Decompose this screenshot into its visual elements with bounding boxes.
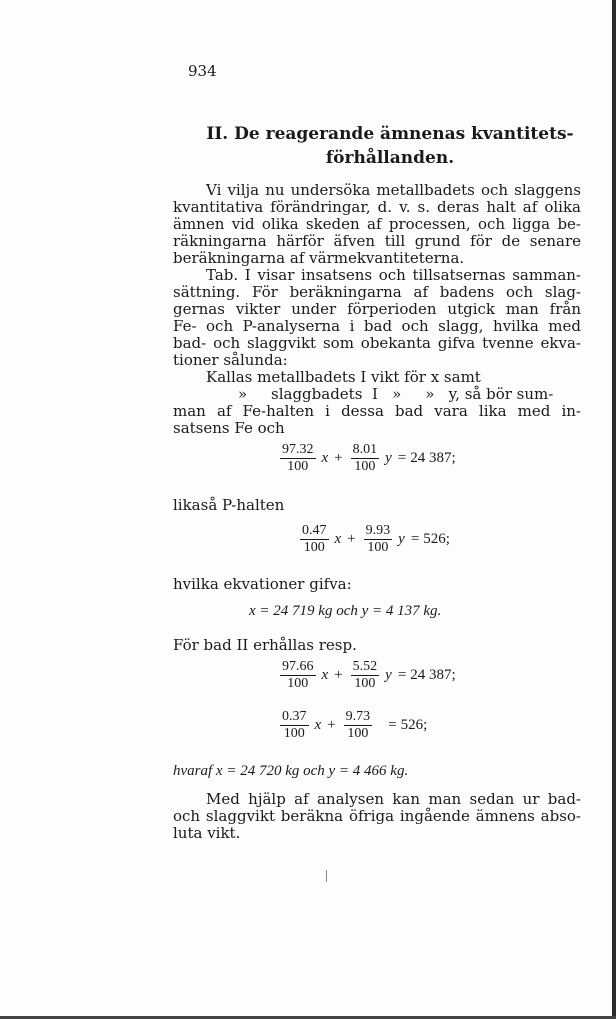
definition-line-2: » slaggbadets I » » y, så bör sum- xyxy=(238,385,554,403)
variable-y: y xyxy=(385,450,392,466)
paragraph-2-line: sättning. För beräkningarna af badens och slag- xyxy=(173,283,581,301)
print-mark xyxy=(326,870,327,882)
fraction xyxy=(280,442,316,475)
equation-fe-bad-2 xyxy=(276,659,456,692)
equals-sign: = xyxy=(397,450,407,466)
paragraph-2-line: bad- och slaggvikt som obekanta gifva tvenne ekva- xyxy=(173,334,581,352)
equals-sign: = xyxy=(410,531,420,547)
numerator: 97.32 xyxy=(282,442,314,457)
paragraph-2-line: tioner sålunda: xyxy=(173,351,288,369)
page-edge-right xyxy=(612,0,616,1019)
paragraph-1-line: Vi vilja nu undersöka metallbadets och slaggens xyxy=(206,181,581,199)
fraction xyxy=(351,442,380,475)
numerator: 0.47 xyxy=(302,523,327,538)
equation-rhs: 24 387; xyxy=(410,450,456,466)
paragraph-2-line: Fe- och P-analyserna i bad och slagg, hvilka med xyxy=(173,317,581,335)
denominator: 100 xyxy=(287,459,309,474)
equation-p-bad-2 xyxy=(276,709,427,742)
section-heading-line-2: förhållanden. xyxy=(325,148,455,168)
fraction xyxy=(300,523,329,556)
denominator: 100 xyxy=(354,459,376,474)
plus-sign: + xyxy=(347,531,356,547)
paragraph-2-line: gernas vikter under förperioden utgick man från xyxy=(173,300,581,318)
numerator: 9.73 xyxy=(345,709,371,724)
numerator: 9.93 xyxy=(365,523,391,538)
plus-sign: + xyxy=(327,717,336,733)
definition-line-3: man af Fe-halten i dessa bad vara lika med in- xyxy=(173,402,581,420)
variable-y: y xyxy=(398,531,405,547)
numerator: 97.66 xyxy=(282,659,314,674)
equals-sign: = xyxy=(388,717,397,733)
denominator: 100 xyxy=(347,726,369,741)
denominator: 100 xyxy=(354,676,376,691)
paragraph-3-line: Med hjälp af analysen kan man sedan ur bad- xyxy=(206,790,581,808)
paragraph-1-line: räkningarna härför äfven till grund för de senare xyxy=(173,232,581,250)
variable-x: x xyxy=(321,450,329,466)
fraction xyxy=(364,523,393,556)
paragraph-3-line: luta vikt. xyxy=(173,824,241,842)
numerator: 5.52 xyxy=(352,659,378,674)
fraction xyxy=(280,659,316,692)
variable-x: x xyxy=(321,667,329,683)
equation-fe xyxy=(276,442,456,475)
page-number: 934 xyxy=(188,62,217,80)
equals-sign: = xyxy=(397,667,407,683)
numerator: 0.37 xyxy=(282,709,307,724)
denominator: 100 xyxy=(303,540,325,555)
result-1: x = 24 719 kg och y = 4 137 kg. xyxy=(249,603,442,619)
denominator: 100 xyxy=(283,726,305,741)
fraction xyxy=(351,659,380,692)
section-heading-line-1: II. De reagerande ämnenas kvantitets- xyxy=(206,124,574,144)
denominator: 100 xyxy=(367,540,389,555)
equation-rhs: 24 387; xyxy=(410,667,456,683)
paragraph-1-line: kvantitativa förändringar, d. v. s. deras halt af olika xyxy=(173,198,581,216)
result-2: hvaraf x = 24 720 kg och y = 4 466 kg. xyxy=(173,763,409,779)
denominator: 100 xyxy=(287,676,309,691)
equation-p xyxy=(296,523,450,556)
paragraph-1-line: beräkningarna af värmekvantiteterna. xyxy=(173,249,465,267)
equation-rhs: 526; xyxy=(400,717,428,733)
text-for-bad-2: För bad II erhållas resp. xyxy=(173,636,357,654)
text-likasa: likaså P-halten xyxy=(173,496,285,514)
paragraph-3-line: och slaggvikt beräkna öfriga ingående ämnens abso- xyxy=(173,807,581,825)
variable-x: x xyxy=(334,531,342,547)
definition-line-4: satsens Fe och xyxy=(173,419,285,437)
equation-rhs: 526; xyxy=(423,531,450,547)
text-hvilka: hvilka ekvationer gifva: xyxy=(173,575,352,593)
fraction xyxy=(280,709,309,742)
plus-sign: + xyxy=(334,667,343,683)
plus-sign: + xyxy=(334,450,343,466)
variable-y: y xyxy=(385,667,392,683)
fraction xyxy=(344,709,373,742)
definition-line-1: Kallas metallbadets I vikt för x samt xyxy=(206,368,481,386)
paragraph-2-line: Tab. I visar insatsens och tillsatsernas samman- xyxy=(206,266,581,284)
paragraph-1-line: ämnen vid olika skeden af processen, och ligga be- xyxy=(173,215,581,233)
numerator: 8.01 xyxy=(352,442,378,457)
variable-x: x xyxy=(314,717,322,733)
